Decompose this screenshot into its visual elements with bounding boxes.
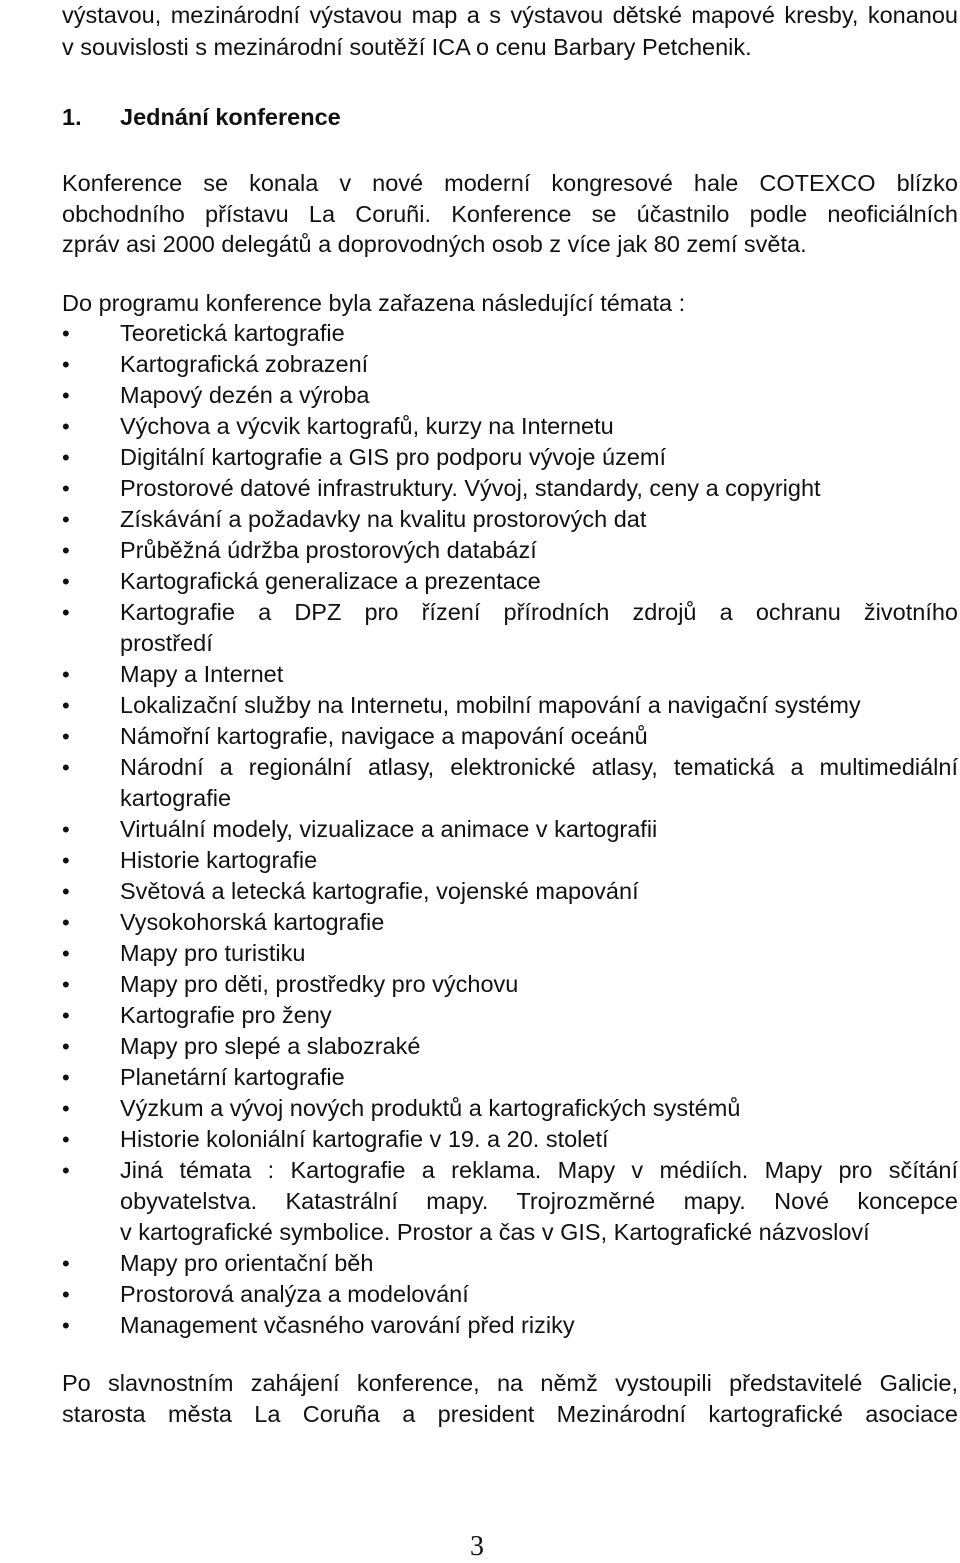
section-heading [62, 102, 341, 132]
bullet-icon: • [62, 507, 70, 532]
topic-list-item [62, 1279, 958, 1310]
topic-text [120, 1279, 958, 1310]
bullet-icon: • [62, 1065, 70, 1090]
topic-text [120, 1155, 958, 1248]
bullet-icon: • [62, 569, 70, 594]
topic-text-line: Výzkum a vývoj nových produktů a kartografických systémů [120, 1095, 741, 1121]
topic-list-item [62, 1124, 958, 1155]
paragraph-1-line-2: obchodního přístavu La Coruñi. Konference se účastnilo podle neoficiálních [62, 201, 958, 227]
topic-text [120, 1093, 958, 1124]
paragraph-1-line-1: Konference se konala v nové moderní kongresové hale COTEXCO blízko [62, 170, 958, 196]
topic-text-line: Kartografická generalizace a prezentace [120, 568, 541, 594]
bullet-icon: • [62, 1282, 70, 1307]
topic-text-line: Digitální kartografie a GIS pro podporu vývoje území [120, 444, 666, 470]
section-number: 1. [62, 104, 82, 130]
topic-text [120, 442, 958, 473]
topic-text-line: Lokalizační služby na Internetu, mobilní mapování a navigační systémy [120, 692, 861, 718]
topic-list-item [62, 907, 958, 938]
bullet-icon: • [62, 972, 70, 997]
topic-list-item [62, 814, 958, 845]
topic-text [120, 721, 958, 752]
topic-list-item [62, 535, 958, 566]
topic-text [120, 752, 958, 814]
bullet-icon: • [62, 693, 70, 718]
topic-text [120, 1248, 958, 1279]
topic-text-line: Kartografie pro ženy [120, 1002, 332, 1028]
topic-text-line: Historie koloniální kartografie v 19. a 20. století [120, 1126, 609, 1152]
bullet-icon: • [62, 352, 70, 377]
topic-text-line: Management včasného varování před riziky [120, 1312, 575, 1338]
topic-text-line: prostředí [120, 630, 213, 656]
bullet-icon: • [62, 321, 70, 346]
topic-text-line: Mapy pro děti, prostředky pro výchovu [120, 971, 519, 997]
topic-text-line: Planetární kartografie [120, 1064, 345, 1090]
paragraph-1-line-3: zpráv asi 2000 delegátů a doprovodných osob z více jak 80 zemí světa. [62, 231, 807, 257]
topic-text [120, 1124, 958, 1155]
topics-intro: Do programu konference byla zařazena následující témata : [62, 290, 686, 316]
topic-text [120, 1031, 958, 1062]
topic-text-line: Výchova a výcvik kartografů, kurzy na Internetu [120, 413, 614, 439]
bullet-icon: • [62, 1158, 70, 1183]
topic-text [120, 876, 958, 907]
topic-text-line: obyvatelstva. Katastrální mapy. Trojrozměrné mapy. Nové koncepce [120, 1188, 958, 1214]
topic-list-item [62, 442, 958, 473]
bullet-icon: • [62, 755, 70, 780]
bullet-icon: • [62, 1313, 70, 1338]
topic-text-line: kartografie [120, 785, 232, 811]
topic-text-line: Mapový dezén a výroba [120, 382, 370, 408]
topic-text [120, 969, 958, 1000]
topic-list-item [62, 721, 958, 752]
topic-list-item [62, 566, 958, 597]
topic-list-item [62, 1155, 958, 1248]
bullet-icon: • [62, 1003, 70, 1028]
topic-text-line: Historie kartografie [120, 847, 318, 873]
topic-list-item [62, 504, 958, 535]
topic-list-item [62, 597, 958, 659]
bullet-icon: • [62, 1034, 70, 1059]
topic-text [120, 349, 958, 380]
topic-text-line: Mapy pro slepé a slabozraké [120, 1033, 421, 1059]
topic-list-item [62, 876, 958, 907]
bullet-icon: • [62, 724, 70, 749]
bullet-icon: • [62, 538, 70, 563]
topic-list-item [62, 1031, 958, 1062]
page-number: 3 [470, 1531, 484, 1562]
topic-list-item [62, 411, 958, 442]
topic-text [120, 473, 958, 504]
topic-text-line: Vysokohorská kartografie [120, 909, 385, 935]
topic-text [120, 411, 958, 442]
topic-text [120, 845, 958, 876]
bullet-icon: • [62, 1096, 70, 1121]
topic-text-line: Virtuální modely, vizualizace a animace v kartografii [120, 816, 658, 842]
closing-line-1: Po slavnostním zahájení konference, na němž vystoupili představitelé Galicie, [62, 1370, 958, 1396]
topic-list-item [62, 1000, 958, 1031]
topic-text-line: v kartografické symbolice. Prostor a čas v GIS, Kartografické názvosloví [120, 1219, 870, 1245]
bullet-icon: • [62, 879, 70, 904]
topic-text-line: Prostorové datové infrastruktury. Vývoj, standardy, ceny a copyright [120, 475, 821, 501]
topic-list-item [62, 752, 958, 814]
topic-text [120, 938, 958, 969]
bullet-icon: • [62, 476, 70, 501]
bullet-icon: • [62, 414, 70, 439]
bullet-icon: • [62, 941, 70, 966]
topic-list-item [62, 349, 958, 380]
topic-text-line: Národní a regionální atlasy, elektronické atlasy, tematická a multimediální [120, 754, 958, 780]
topic-list-item [62, 969, 958, 1000]
topic-text [120, 1310, 958, 1341]
topic-list-item [62, 659, 958, 690]
topic-text [120, 380, 958, 411]
topic-text [120, 690, 958, 721]
topic-text-line: Námořní kartografie, navigace a mapování oceánů [120, 723, 648, 749]
topic-text-line: Teoretická kartografie [120, 320, 345, 346]
topic-text-line: Jiná témata : Kartografie a reklama. Mapy v médiích. Mapy pro sčítání [120, 1157, 958, 1183]
topic-list-item [62, 318, 958, 349]
bullet-icon: • [62, 445, 70, 470]
topic-text-line: Kartografická zobrazení [120, 351, 369, 377]
topic-list-item [62, 690, 958, 721]
intro-line-1: výstavou, mezinárodní výstavou map a s výstavou dětské mapové kresby, konanou [62, 2, 958, 28]
topic-text [120, 659, 958, 690]
topic-text [120, 814, 958, 845]
closing-line-2: starosta města La Coruña a president Mezinárodní kartografické asociace [62, 1401, 958, 1427]
topic-list-item [62, 845, 958, 876]
bullet-icon: • [62, 1127, 70, 1152]
topic-list-item [62, 473, 958, 504]
topic-text [120, 566, 958, 597]
topic-text [120, 318, 958, 349]
topic-text [120, 504, 958, 535]
bullet-icon: • [62, 910, 70, 935]
bullet-icon: • [62, 848, 70, 873]
bullet-icon: • [62, 600, 70, 625]
topic-list-item [62, 1248, 958, 1279]
topic-list-item [62, 1062, 958, 1093]
section-title: Jednání konference [120, 104, 341, 130]
topic-list-item [62, 1093, 958, 1124]
bullet-icon: • [62, 1251, 70, 1276]
topic-text-line: Průběžná údržba prostorových databází [120, 537, 537, 563]
topic-text-line: Světová a letecká kartografie, vojenské mapování [120, 878, 639, 904]
topic-text-line: Prostorová analýza a modelování [120, 1281, 469, 1307]
topic-text-line: Mapy pro orientační běh [120, 1250, 374, 1276]
bullet-icon: • [62, 662, 70, 687]
topic-text-line: Kartografie a DPZ pro řízení přírodních zdrojů a ochranu životního [120, 599, 958, 625]
topic-text [120, 907, 958, 938]
intro-line-2: v souvislosti s mezinárodní soutěží ICA o cenu Barbary Petchenik. [62, 34, 752, 60]
topic-list-item [62, 380, 958, 411]
topic-text [120, 535, 958, 566]
bullet-icon: • [62, 383, 70, 408]
topic-list-item [62, 1310, 958, 1341]
topic-text [120, 1062, 958, 1093]
topic-text [120, 597, 958, 659]
topic-text-line: Získávání a požadavky na kvalitu prostorových dat [120, 506, 647, 532]
topic-text [120, 1000, 958, 1031]
topic-text-line: Mapy a Internet [120, 661, 284, 687]
bullet-icon: • [62, 817, 70, 842]
topic-text-line: Mapy pro turistiku [120, 940, 306, 966]
topic-list-item [62, 938, 958, 969]
